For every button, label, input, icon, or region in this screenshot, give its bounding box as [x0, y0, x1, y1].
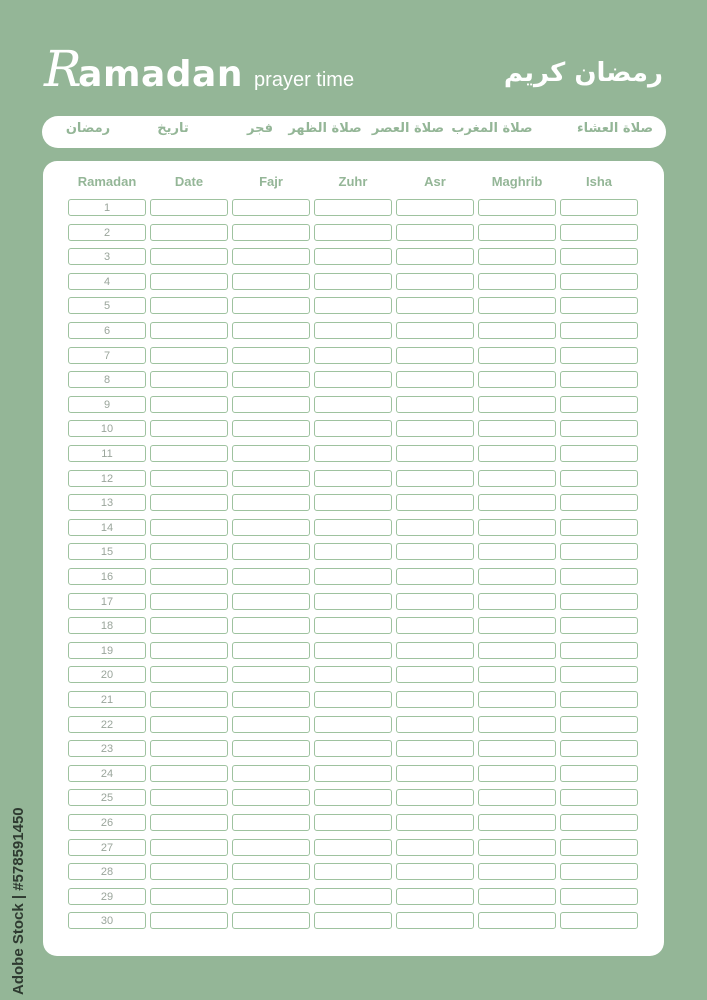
time-entry-cell[interactable]	[560, 765, 638, 782]
time-entry-cell[interactable]	[232, 617, 310, 634]
arabic-col-label: صلاة الظهر	[288, 121, 362, 136]
time-entry-cell[interactable]	[150, 420, 228, 437]
day-number-cell: 12	[68, 470, 146, 487]
time-entry-cell[interactable]	[478, 371, 556, 388]
time-entry-cell[interactable]	[150, 519, 228, 536]
time-entry-cell[interactable]	[232, 273, 310, 290]
time-entry-cell[interactable]	[560, 273, 638, 290]
time-entry-cell[interactable]	[232, 691, 310, 708]
time-entry-cell[interactable]	[396, 199, 474, 216]
time-entry-cell[interactable]	[560, 494, 638, 511]
time-entry-cell[interactable]	[560, 593, 638, 610]
time-entry-cell[interactable]	[314, 494, 392, 511]
time-entry-cell[interactable]	[478, 248, 556, 265]
time-entry-cell[interactable]	[314, 740, 392, 757]
day-number-cell: 20	[68, 666, 146, 683]
time-entry-cell[interactable]	[560, 617, 638, 634]
time-entry-cell[interactable]	[478, 593, 556, 610]
day-number-cell: 30	[68, 912, 146, 929]
time-entry-cell[interactable]	[396, 716, 474, 733]
time-entry-cell[interactable]	[396, 396, 474, 413]
time-entry-cell[interactable]	[560, 519, 638, 536]
time-entry-cell[interactable]	[150, 445, 228, 462]
time-entry-cell[interactable]	[478, 568, 556, 585]
time-entry-cell[interactable]	[314, 519, 392, 536]
arabic-col-label: فجر	[247, 121, 273, 136]
time-entry-cell[interactable]	[314, 666, 392, 683]
time-entry-cell[interactable]	[396, 642, 474, 659]
time-entry-cell[interactable]	[560, 347, 638, 364]
time-entry-cell[interactable]	[560, 568, 638, 585]
time-entry-cell[interactable]	[560, 716, 638, 733]
time-entry-cell[interactable]	[560, 199, 638, 216]
day-number-cell: 21	[68, 691, 146, 708]
time-entry-cell[interactable]	[232, 494, 310, 511]
time-entry-cell[interactable]	[478, 273, 556, 290]
column-header: Isha	[585, 174, 612, 189]
day-number-cell: 29	[68, 888, 146, 905]
time-entry-cell[interactable]	[150, 322, 228, 339]
time-entry-cell[interactable]	[232, 740, 310, 757]
arabic-col-label: صلاة العصر	[371, 121, 445, 136]
time-entry-cell[interactable]	[396, 322, 474, 339]
time-entry-cell[interactable]	[150, 543, 228, 560]
day-number-cell: 15	[68, 543, 146, 560]
time-entry-cell[interactable]	[150, 789, 228, 806]
day-number-cell: 19	[68, 642, 146, 659]
time-entry-cell[interactable]	[396, 814, 474, 831]
time-entry-cell[interactable]	[232, 297, 310, 314]
title-initial: R	[44, 40, 83, 98]
time-entry-cell[interactable]	[150, 765, 228, 782]
time-entry-cell[interactable]	[150, 494, 228, 511]
time-entry-cell[interactable]	[478, 322, 556, 339]
day-number-cell: 23	[68, 740, 146, 757]
time-entry-cell[interactable]	[150, 888, 228, 905]
time-entry-cell[interactable]	[314, 470, 392, 487]
arabic-col-label: صلاة المغرب	[451, 121, 533, 136]
day-number-cell: 1	[68, 199, 146, 216]
time-entry-cell[interactable]	[314, 593, 392, 610]
time-entry-cell[interactable]	[560, 371, 638, 388]
time-entry-cell[interactable]	[314, 297, 392, 314]
time-entry-cell[interactable]	[560, 248, 638, 265]
time-entry-cell[interactable]	[560, 224, 638, 241]
time-entry-cell[interactable]	[396, 740, 474, 757]
time-entry-cell[interactable]	[150, 396, 228, 413]
time-entry-cell[interactable]	[232, 347, 310, 364]
time-entry-cell[interactable]	[478, 519, 556, 536]
time-entry-cell[interactable]	[150, 912, 228, 929]
day-number-cell: 16	[68, 568, 146, 585]
time-entry-cell[interactable]	[232, 199, 310, 216]
day-number-cell: 9	[68, 396, 146, 413]
time-entry-cell[interactable]	[232, 666, 310, 683]
stock-id-text: Adobe Stock | #578591450	[10, 807, 27, 995]
time-entry-cell[interactable]	[314, 642, 392, 659]
time-entry-cell[interactable]	[478, 863, 556, 880]
column-header: Fajr	[259, 174, 283, 189]
arabic-title: رمضان كريم	[503, 58, 663, 88]
title-ramadan	[44, 40, 243, 98]
time-entry-cell[interactable]	[150, 273, 228, 290]
day-number-cell: 3	[68, 248, 146, 265]
time-entry-cell[interactable]	[560, 445, 638, 462]
time-entry-cell[interactable]	[560, 297, 638, 314]
column-header: Ramadan	[77, 174, 137, 189]
time-entry-cell[interactable]	[396, 470, 474, 487]
time-entry-cell[interactable]	[396, 494, 474, 511]
time-entry-cell[interactable]	[232, 519, 310, 536]
time-entry-cell[interactable]	[232, 888, 310, 905]
day-number-cell: 28	[68, 863, 146, 880]
time-entry-cell[interactable]	[396, 445, 474, 462]
time-entry-cell[interactable]	[478, 789, 556, 806]
time-entry-cell[interactable]	[150, 593, 228, 610]
day-number-cell: 10	[68, 420, 146, 437]
day-number-cell: 5	[68, 297, 146, 314]
title-subtitle: prayer time	[254, 69, 355, 91]
time-entry-cell[interactable]	[232, 789, 310, 806]
time-entry-cell[interactable]	[396, 839, 474, 856]
time-entry-cell[interactable]	[314, 888, 392, 905]
time-entry-cell[interactable]	[232, 863, 310, 880]
time-entry-cell[interactable]	[396, 568, 474, 585]
time-entry-cell[interactable]	[560, 691, 638, 708]
time-entry-cell[interactable]	[150, 839, 228, 856]
time-entry-cell[interactable]	[314, 371, 392, 388]
time-entry-cell[interactable]	[314, 322, 392, 339]
time-entry-cell[interactable]	[560, 912, 638, 929]
day-number-cell: 11	[68, 445, 146, 462]
time-entry-cell[interactable]	[232, 814, 310, 831]
time-entry-cell[interactable]	[560, 839, 638, 856]
time-entry-cell[interactable]	[150, 248, 228, 265]
day-number-cell: 13	[68, 494, 146, 511]
time-entry-cell[interactable]	[314, 199, 392, 216]
time-entry-cell[interactable]	[478, 199, 556, 216]
time-entry-cell[interactable]	[396, 297, 474, 314]
day-number-cell: 8	[68, 371, 146, 388]
time-entry-cell[interactable]	[560, 642, 638, 659]
time-entry-cell[interactable]	[232, 445, 310, 462]
time-entry-cell[interactable]	[396, 593, 474, 610]
time-entry-cell[interactable]	[232, 248, 310, 265]
time-entry-cell[interactable]	[150, 691, 228, 708]
day-number-cell: 27	[68, 839, 146, 856]
day-number-cell: 26	[68, 814, 146, 831]
time-entry-cell[interactable]	[396, 347, 474, 364]
time-entry-cell[interactable]	[478, 224, 556, 241]
time-entry-cell[interactable]	[150, 716, 228, 733]
time-entry-cell[interactable]	[478, 642, 556, 659]
time-entry-cell[interactable]	[478, 347, 556, 364]
time-entry-cell[interactable]	[314, 814, 392, 831]
time-entry-cell[interactable]	[150, 224, 228, 241]
time-entry-cell[interactable]	[150, 740, 228, 757]
time-entry-cell[interactable]	[478, 396, 556, 413]
time-entry-cell[interactable]	[232, 224, 310, 241]
time-entry-cell[interactable]	[396, 863, 474, 880]
time-entry-cell[interactable]	[396, 420, 474, 437]
time-entry-cell[interactable]	[232, 642, 310, 659]
time-entry-cell[interactable]	[396, 248, 474, 265]
time-entry-cell[interactable]	[232, 716, 310, 733]
time-entry-cell[interactable]	[560, 666, 638, 683]
time-entry-cell[interactable]	[314, 691, 392, 708]
time-entry-cell[interactable]	[150, 863, 228, 880]
time-entry-cell[interactable]	[150, 642, 228, 659]
time-entry-cell[interactable]	[314, 224, 392, 241]
time-entry-cell[interactable]	[478, 839, 556, 856]
time-entry-cell[interactable]	[478, 617, 556, 634]
time-entry-cell[interactable]	[150, 199, 228, 216]
day-number-cell: 17	[68, 593, 146, 610]
time-entry-cell[interactable]	[314, 789, 392, 806]
time-entry-cell[interactable]	[314, 912, 392, 929]
time-entry-cell[interactable]	[314, 839, 392, 856]
column-header: Zuhr	[338, 174, 368, 189]
day-number-cell: 2	[68, 224, 146, 241]
day-number-cell: 6	[68, 322, 146, 339]
time-entry-cell[interactable]	[314, 273, 392, 290]
time-entry-cell[interactable]	[314, 716, 392, 733]
day-number-cell: 22	[68, 716, 146, 733]
time-entry-cell[interactable]	[560, 543, 638, 560]
time-entry-cell[interactable]	[314, 396, 392, 413]
time-entry-cell[interactable]	[232, 568, 310, 585]
time-entry-cell[interactable]	[314, 543, 392, 560]
time-entry-cell[interactable]	[560, 888, 638, 905]
time-entry-cell[interactable]	[232, 470, 310, 487]
time-entry-cell[interactable]	[232, 396, 310, 413]
time-entry-cell[interactable]	[232, 322, 310, 339]
time-entry-cell[interactable]	[232, 371, 310, 388]
time-entry-cell[interactable]	[560, 863, 638, 880]
time-entry-cell[interactable]	[478, 691, 556, 708]
time-entry-cell[interactable]	[560, 470, 638, 487]
day-number-cell: 18	[68, 617, 146, 634]
time-entry-cell[interactable]	[478, 470, 556, 487]
title-rest: amadan	[78, 54, 243, 95]
time-entry-cell[interactable]	[396, 371, 474, 388]
time-entry-cell[interactable]	[232, 765, 310, 782]
time-entry-cell[interactable]	[478, 716, 556, 733]
time-entry-cell[interactable]	[314, 568, 392, 585]
time-entry-cell[interactable]	[314, 248, 392, 265]
time-entry-cell[interactable]	[396, 888, 474, 905]
day-number-cell: 25	[68, 789, 146, 806]
time-entry-cell[interactable]	[150, 617, 228, 634]
time-entry-cell[interactable]	[314, 617, 392, 634]
time-entry-cell[interactable]	[314, 863, 392, 880]
time-entry-cell[interactable]	[150, 297, 228, 314]
arabic-col-label: صلاة العشاء	[576, 121, 654, 136]
arabic-header-bar	[42, 116, 666, 148]
column-header: Maghrib	[491, 174, 543, 189]
page-title	[44, 40, 354, 96]
time-entry-cell[interactable]	[560, 420, 638, 437]
time-entry-cell[interactable]	[396, 765, 474, 782]
time-entry-cell[interactable]	[314, 765, 392, 782]
arabic-col-label: تاريخ	[157, 121, 189, 136]
time-entry-cell[interactable]	[150, 347, 228, 364]
time-entry-cell[interactable]	[396, 789, 474, 806]
time-entry-cell[interactable]	[478, 912, 556, 929]
day-number-cell: 14	[68, 519, 146, 536]
time-entry-cell[interactable]	[478, 445, 556, 462]
time-entry-cell[interactable]	[396, 912, 474, 929]
time-entry-cell[interactable]	[478, 297, 556, 314]
day-number-cell: 4	[68, 273, 146, 290]
time-entry-cell[interactable]	[396, 224, 474, 241]
arabic-col-label: رمضان	[65, 121, 111, 136]
time-entry-cell[interactable]	[396, 617, 474, 634]
time-entry-cell[interactable]	[232, 912, 310, 929]
column-header: Asr	[424, 174, 446, 189]
time-entry-cell[interactable]	[560, 740, 638, 757]
time-entry-cell[interactable]	[478, 740, 556, 757]
time-entry-cell[interactable]	[396, 519, 474, 536]
time-entry-cell[interactable]	[314, 420, 392, 437]
column-header: Date	[174, 174, 204, 189]
time-entry-cell[interactable]	[150, 371, 228, 388]
time-entry-cell[interactable]	[314, 347, 392, 364]
time-entry-cell[interactable]	[478, 494, 556, 511]
time-entry-cell[interactable]	[560, 814, 638, 831]
time-entry-cell[interactable]	[314, 445, 392, 462]
time-entry-cell[interactable]	[150, 666, 228, 683]
time-entry-cell[interactable]	[478, 420, 556, 437]
time-entry-cell[interactable]	[150, 814, 228, 831]
time-entry-cell[interactable]	[560, 789, 638, 806]
time-entry-cell[interactable]	[396, 543, 474, 560]
time-entry-cell[interactable]	[150, 568, 228, 585]
time-entry-cell[interactable]	[232, 420, 310, 437]
time-entry-cell[interactable]	[232, 543, 310, 560]
time-entry-cell[interactable]	[232, 839, 310, 856]
time-entry-cell[interactable]	[396, 691, 474, 708]
day-number-cell: 7	[68, 347, 146, 364]
time-entry-cell[interactable]	[478, 765, 556, 782]
day-number-cell: 24	[68, 765, 146, 782]
time-entry-cell[interactable]	[150, 470, 228, 487]
time-entry-cell[interactable]	[232, 593, 310, 610]
time-entry-cell[interactable]	[560, 322, 638, 339]
time-entry-cell[interactable]	[478, 543, 556, 560]
time-entry-cell[interactable]	[478, 814, 556, 831]
time-entry-cell[interactable]	[396, 273, 474, 290]
time-entry-cell[interactable]	[560, 396, 638, 413]
time-entry-cell[interactable]	[396, 666, 474, 683]
time-entry-cell[interactable]	[478, 666, 556, 683]
time-entry-cell[interactable]	[478, 888, 556, 905]
